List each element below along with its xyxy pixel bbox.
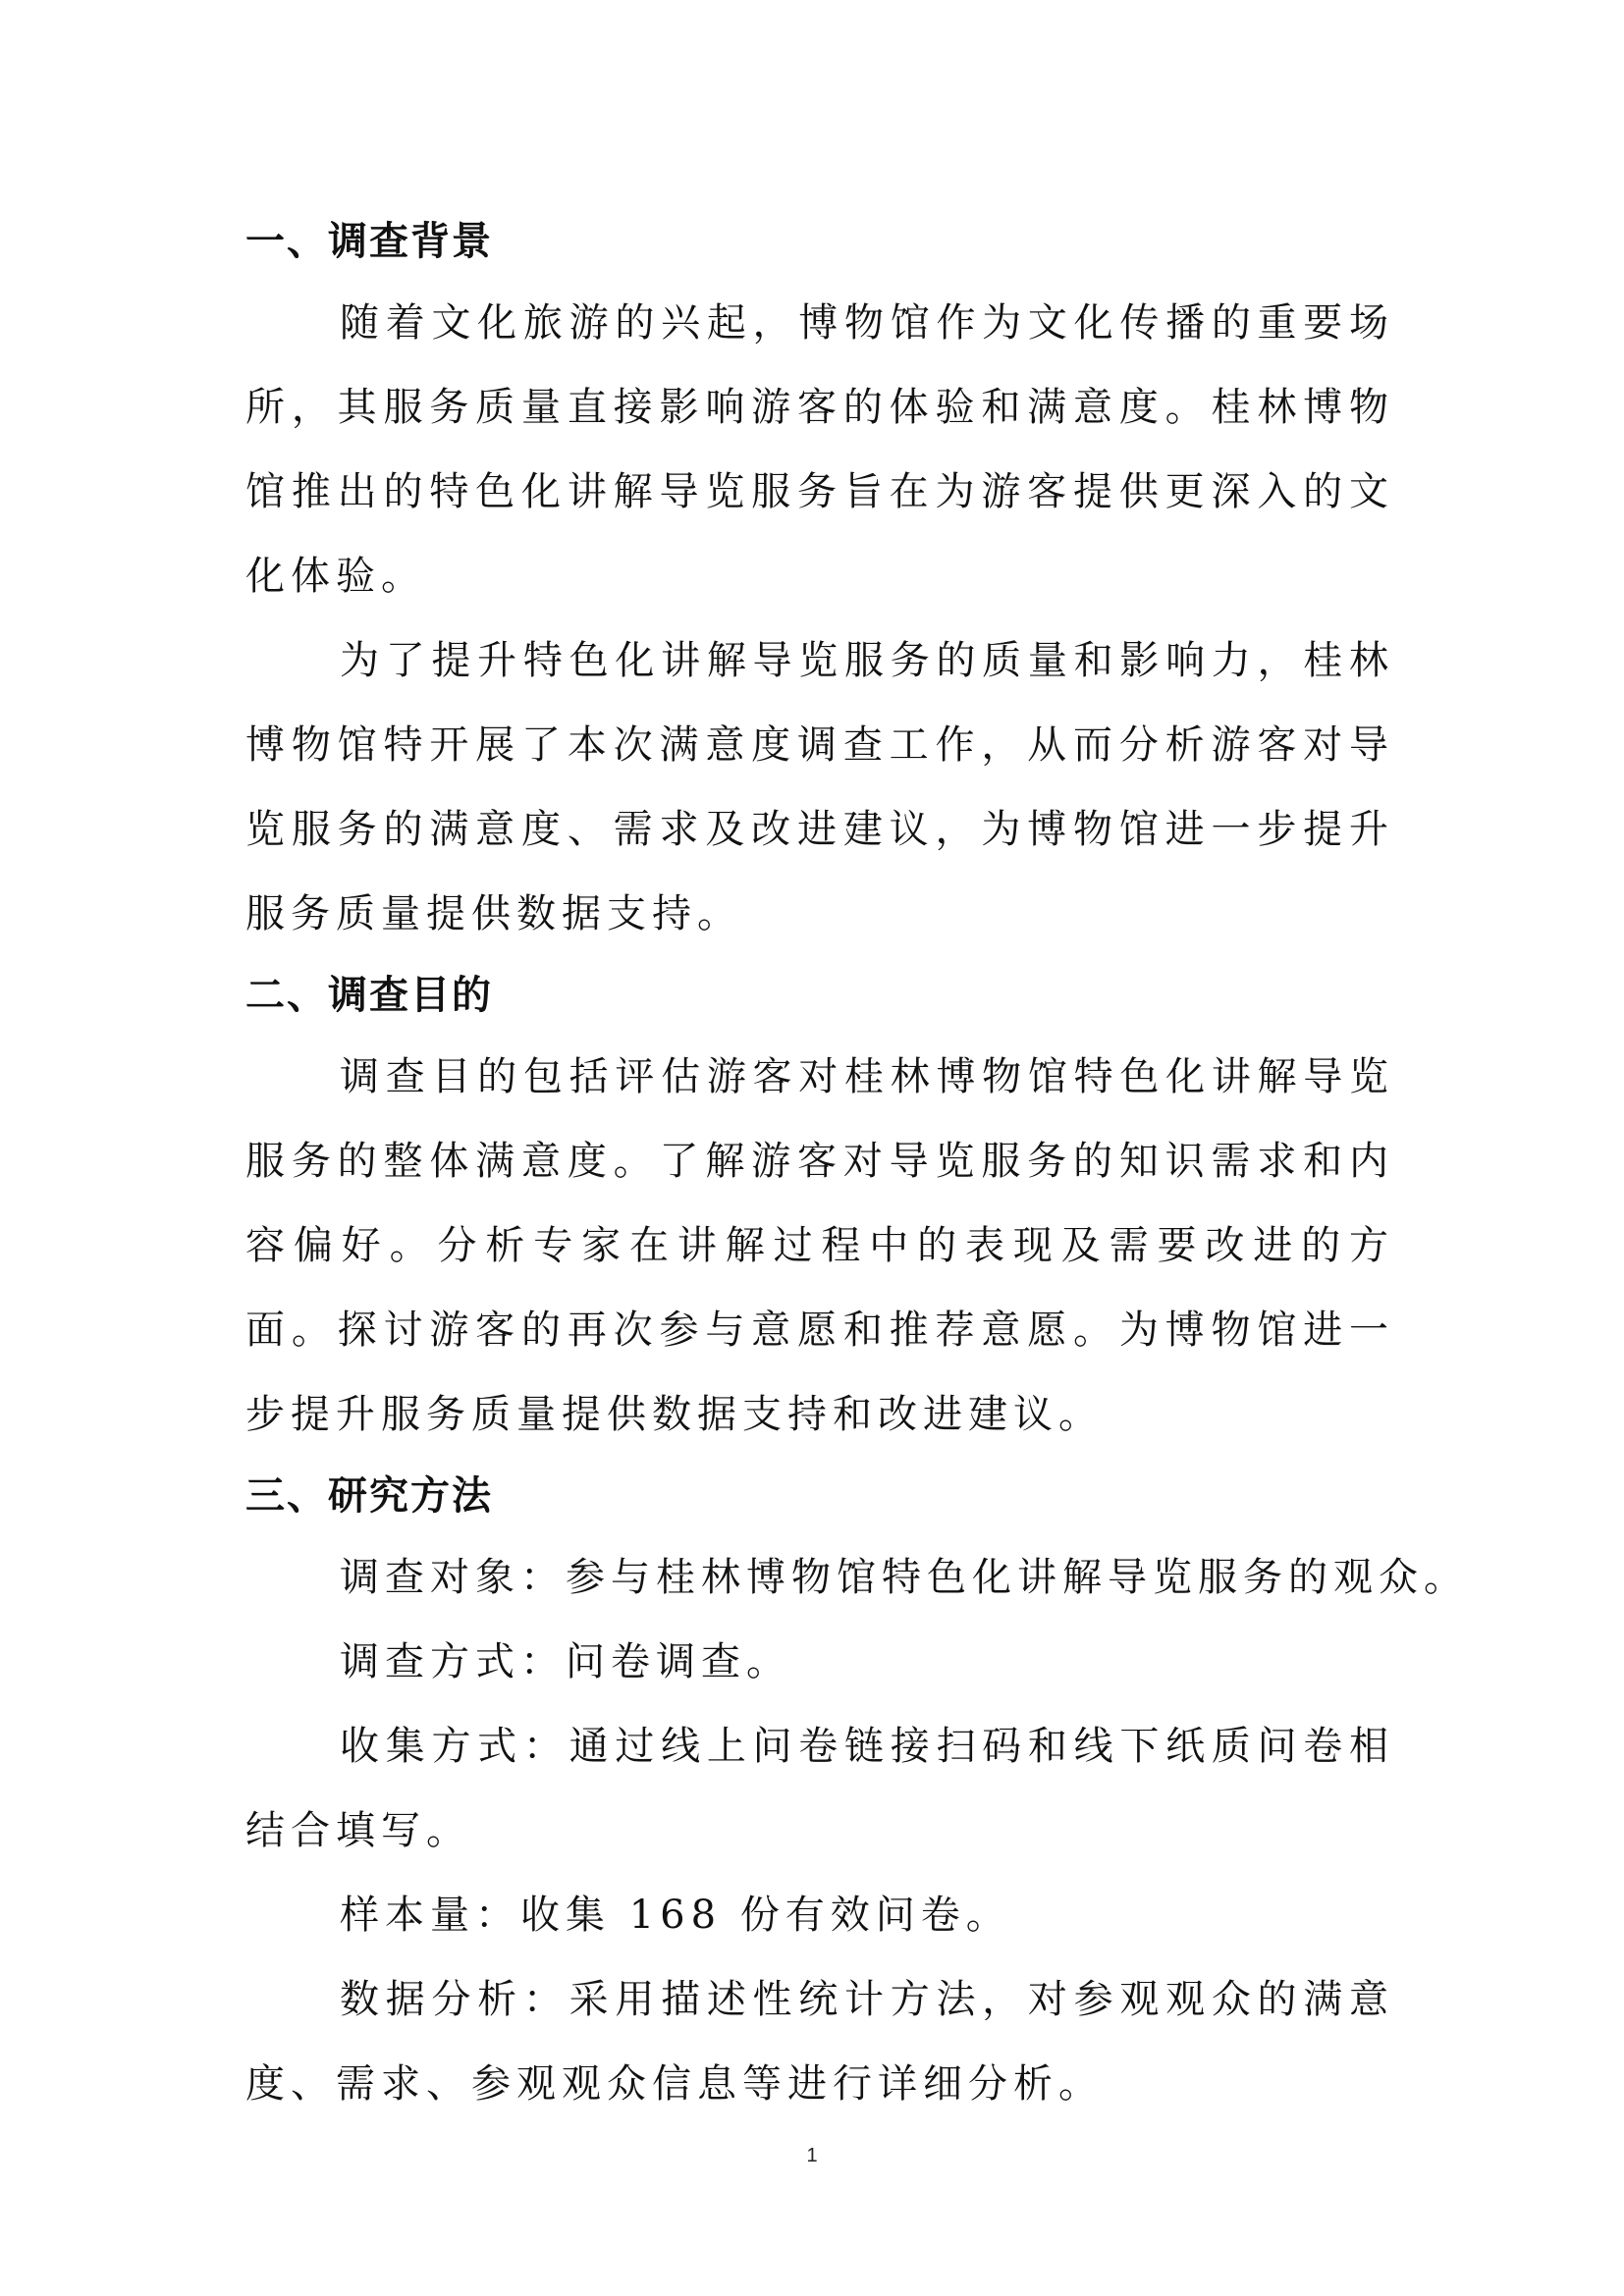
page-number: 1: [806, 2145, 818, 2166]
document-body: [245, 202, 1469, 2126]
paragraph-background-2: 为了提升特色化讲解导览服务的质量和影响力，桂林博物馆特开展了本次满意度调查工作，从而分析游客对导览服务的满意度、需求及改进建议，为博物馆进一步提升服务质量提供数据支持。: [245, 638, 1394, 936]
heading-survey-background: 一、调查背景: [245, 219, 493, 264]
paragraph-method-sample-size: 样本量：收集 168 份有效问卷。: [340, 1893, 1011, 1938]
heading-survey-purpose: 二、调查目的: [245, 973, 493, 1018]
paragraph-background-1: 随着文化旅游的兴起，博物馆作为文化传播的重要场所，其服务质量直接影响游客的体验和满意度。桂林博物馆推出的特色化讲解导览服务旨在为游客提供更深入的文化体验。: [245, 300, 1394, 599]
paragraph-method-collection: 收集方式：通过线上问卷链接扫码和线下纸质问卷相结合填写。: [245, 1724, 1394, 1853]
paragraph-purpose-1: 调查目的包括评估游客对桂林博物馆特色化讲解导览服务的整体满意度。了解游客对导览服务的知识需求和内容偏好。分析专家在讲解过程中的表现及需要改进的方面。探讨游客的再次参与意愿和推荐意愿。为博物馆进一步提升服务质量提供数据支持和改进建议。: [245, 1054, 1394, 1437]
paragraph-method-approach: 调查方式：问卷调查。: [340, 1639, 791, 1684]
paragraph-method-analysis: 数据分析：采用描述性统计方法，对参观观众的满意度、需求、参观观众信息等进行详细分析。: [245, 1977, 1394, 2107]
paragraph-method-subject: 调查对象：参与桂林博物馆特色化讲解导览服务的观众。: [340, 1555, 1469, 1600]
heading-research-method: 三、研究方法: [245, 1473, 493, 1519]
